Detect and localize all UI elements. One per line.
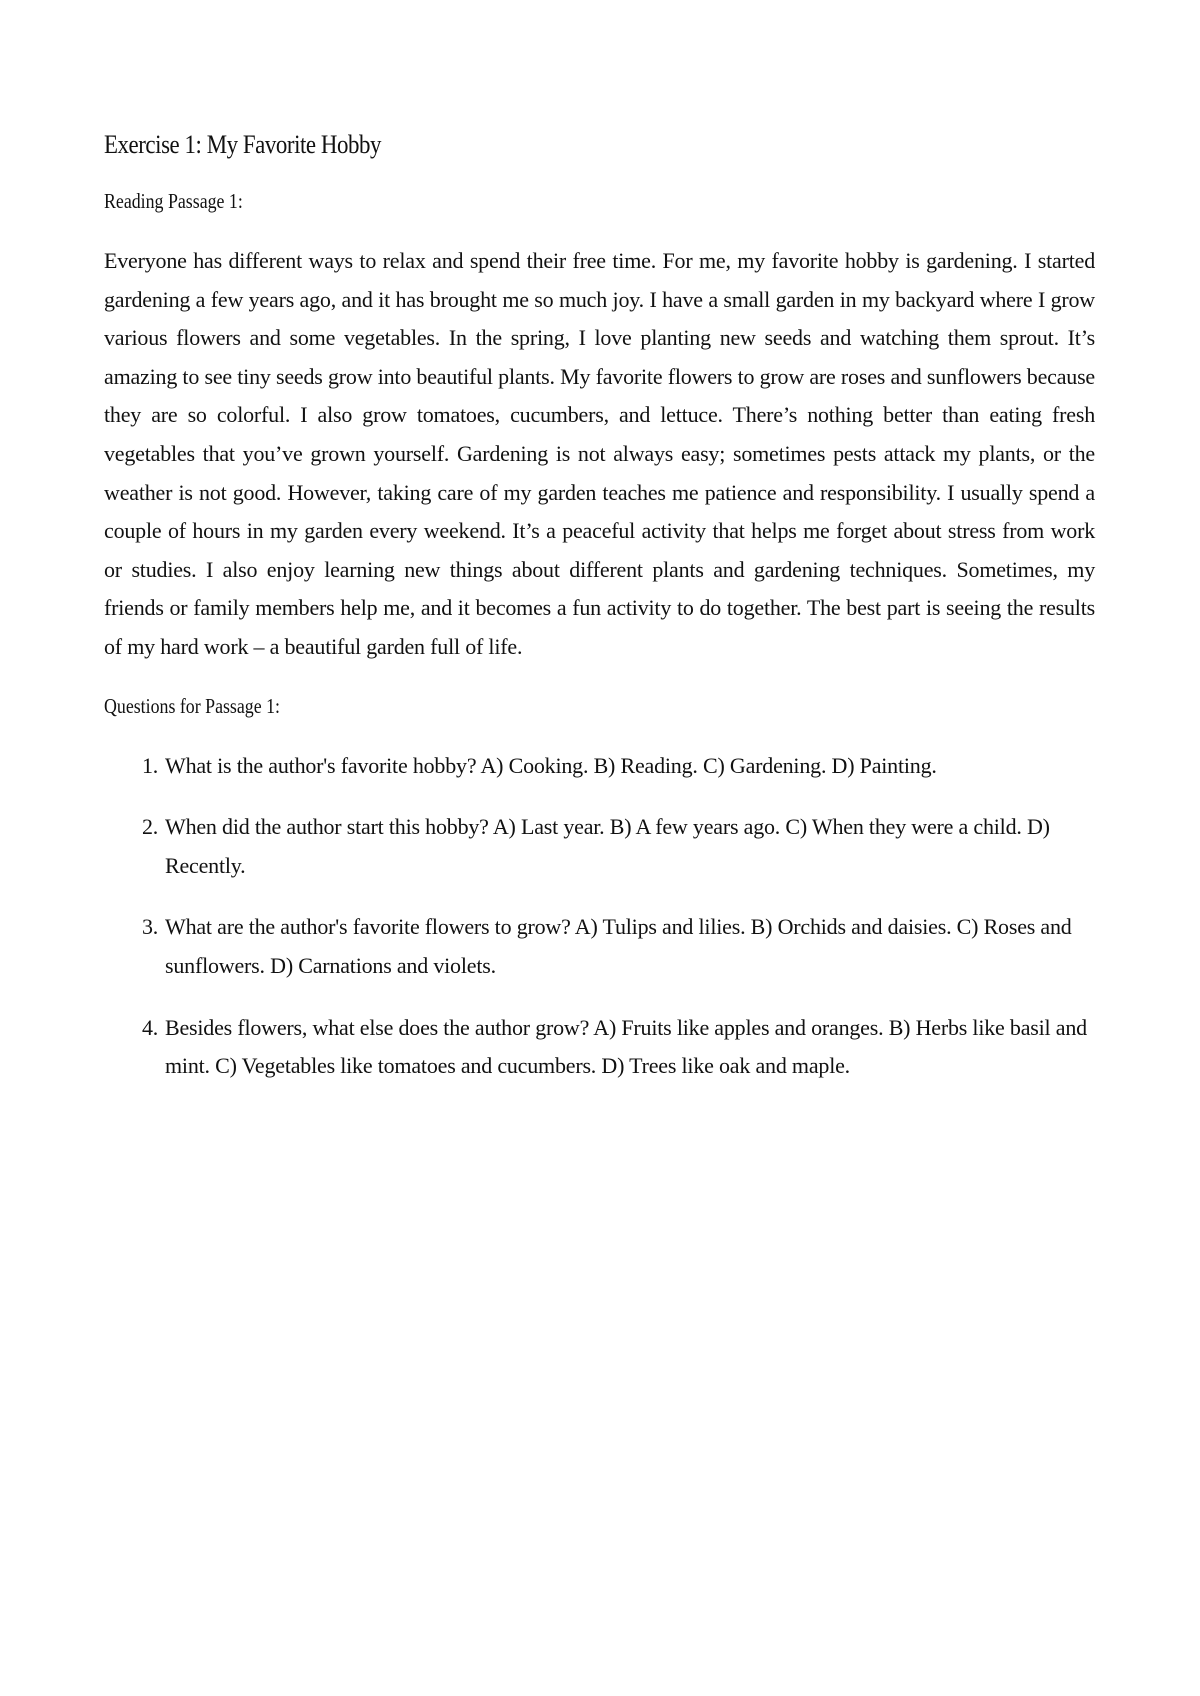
question-number: 1.	[142, 752, 159, 778]
question-number: 3.	[142, 914, 159, 940]
question-text: What is the author's favorite hobby? A) Cooking. B) Reading. C) Gardening. D) Painting.	[165, 752, 937, 778]
reading-passage: Everyone has different ways to relax and spend their free time. For me, my favorite hobby is gardening. I started gardening a few years ago, and it has brought me so much joy. I have a small garden in my backyard where I grow various flowers and some vegetables. In the spring, I love planting new seeds and watching them sprout. It’s amazing to see tiny seeds grow into beautiful plants. My favorite flowers to grow are roses and sunflowers because they are so colorful. I also grow tomatoes, cucumbers, and lettuce. There’s nothing better than eating fresh vegetables that you’ve grown yourself. Gardening is not always easy; sometimes pests attack my plants, or the weather is not good. However, taking care of my garden teaches me patience and responsibility. I usually spend a couple of hours in my garden every weekend. It’s a peaceful activity that helps me forget about stress from work or studies. I also enjoy learning new things about different plants and gardening techniques. Sometimes, my friends or family members help me, and it becomes a fun activity to do together. The best part is seeing the results of my hard work – a beautiful garden full of life.	[104, 248, 1095, 659]
question-text: Besides flowers, what else does the author grow? A) Fruits like apples and oranges. B) Herbs like basil and mint. C) Vegetables like tomatoes and cucumbers. D) Trees like oak and maple.	[165, 1014, 1087, 1079]
question-number: 4.	[142, 1014, 159, 1040]
document-page	[104, 128, 1104, 1109]
question-text: What are the author's favorite flowers to grow? A) Tulips and lilies. B) Orchids and daisies. C) Roses and sunflowers. D) Carnations and violets.	[165, 914, 1072, 978]
exercise-title: Exercise 1: My Favorite Hobby	[104, 130, 381, 159]
question-item	[104, 908, 1101, 985]
question-list	[104, 747, 1104, 1086]
question-item	[104, 808, 1101, 885]
passage-heading: Reading Passage 1:	[104, 189, 243, 213]
question-item	[104, 747, 1101, 786]
question-text: When did the author start this hobby? A) Last year. B) A few years ago. C) When they were a child. D) Recently.	[165, 814, 1050, 878]
question-number: 2.	[142, 814, 159, 840]
questions-heading: Questions for Passage 1:	[104, 693, 281, 718]
question-item	[104, 1009, 1101, 1086]
